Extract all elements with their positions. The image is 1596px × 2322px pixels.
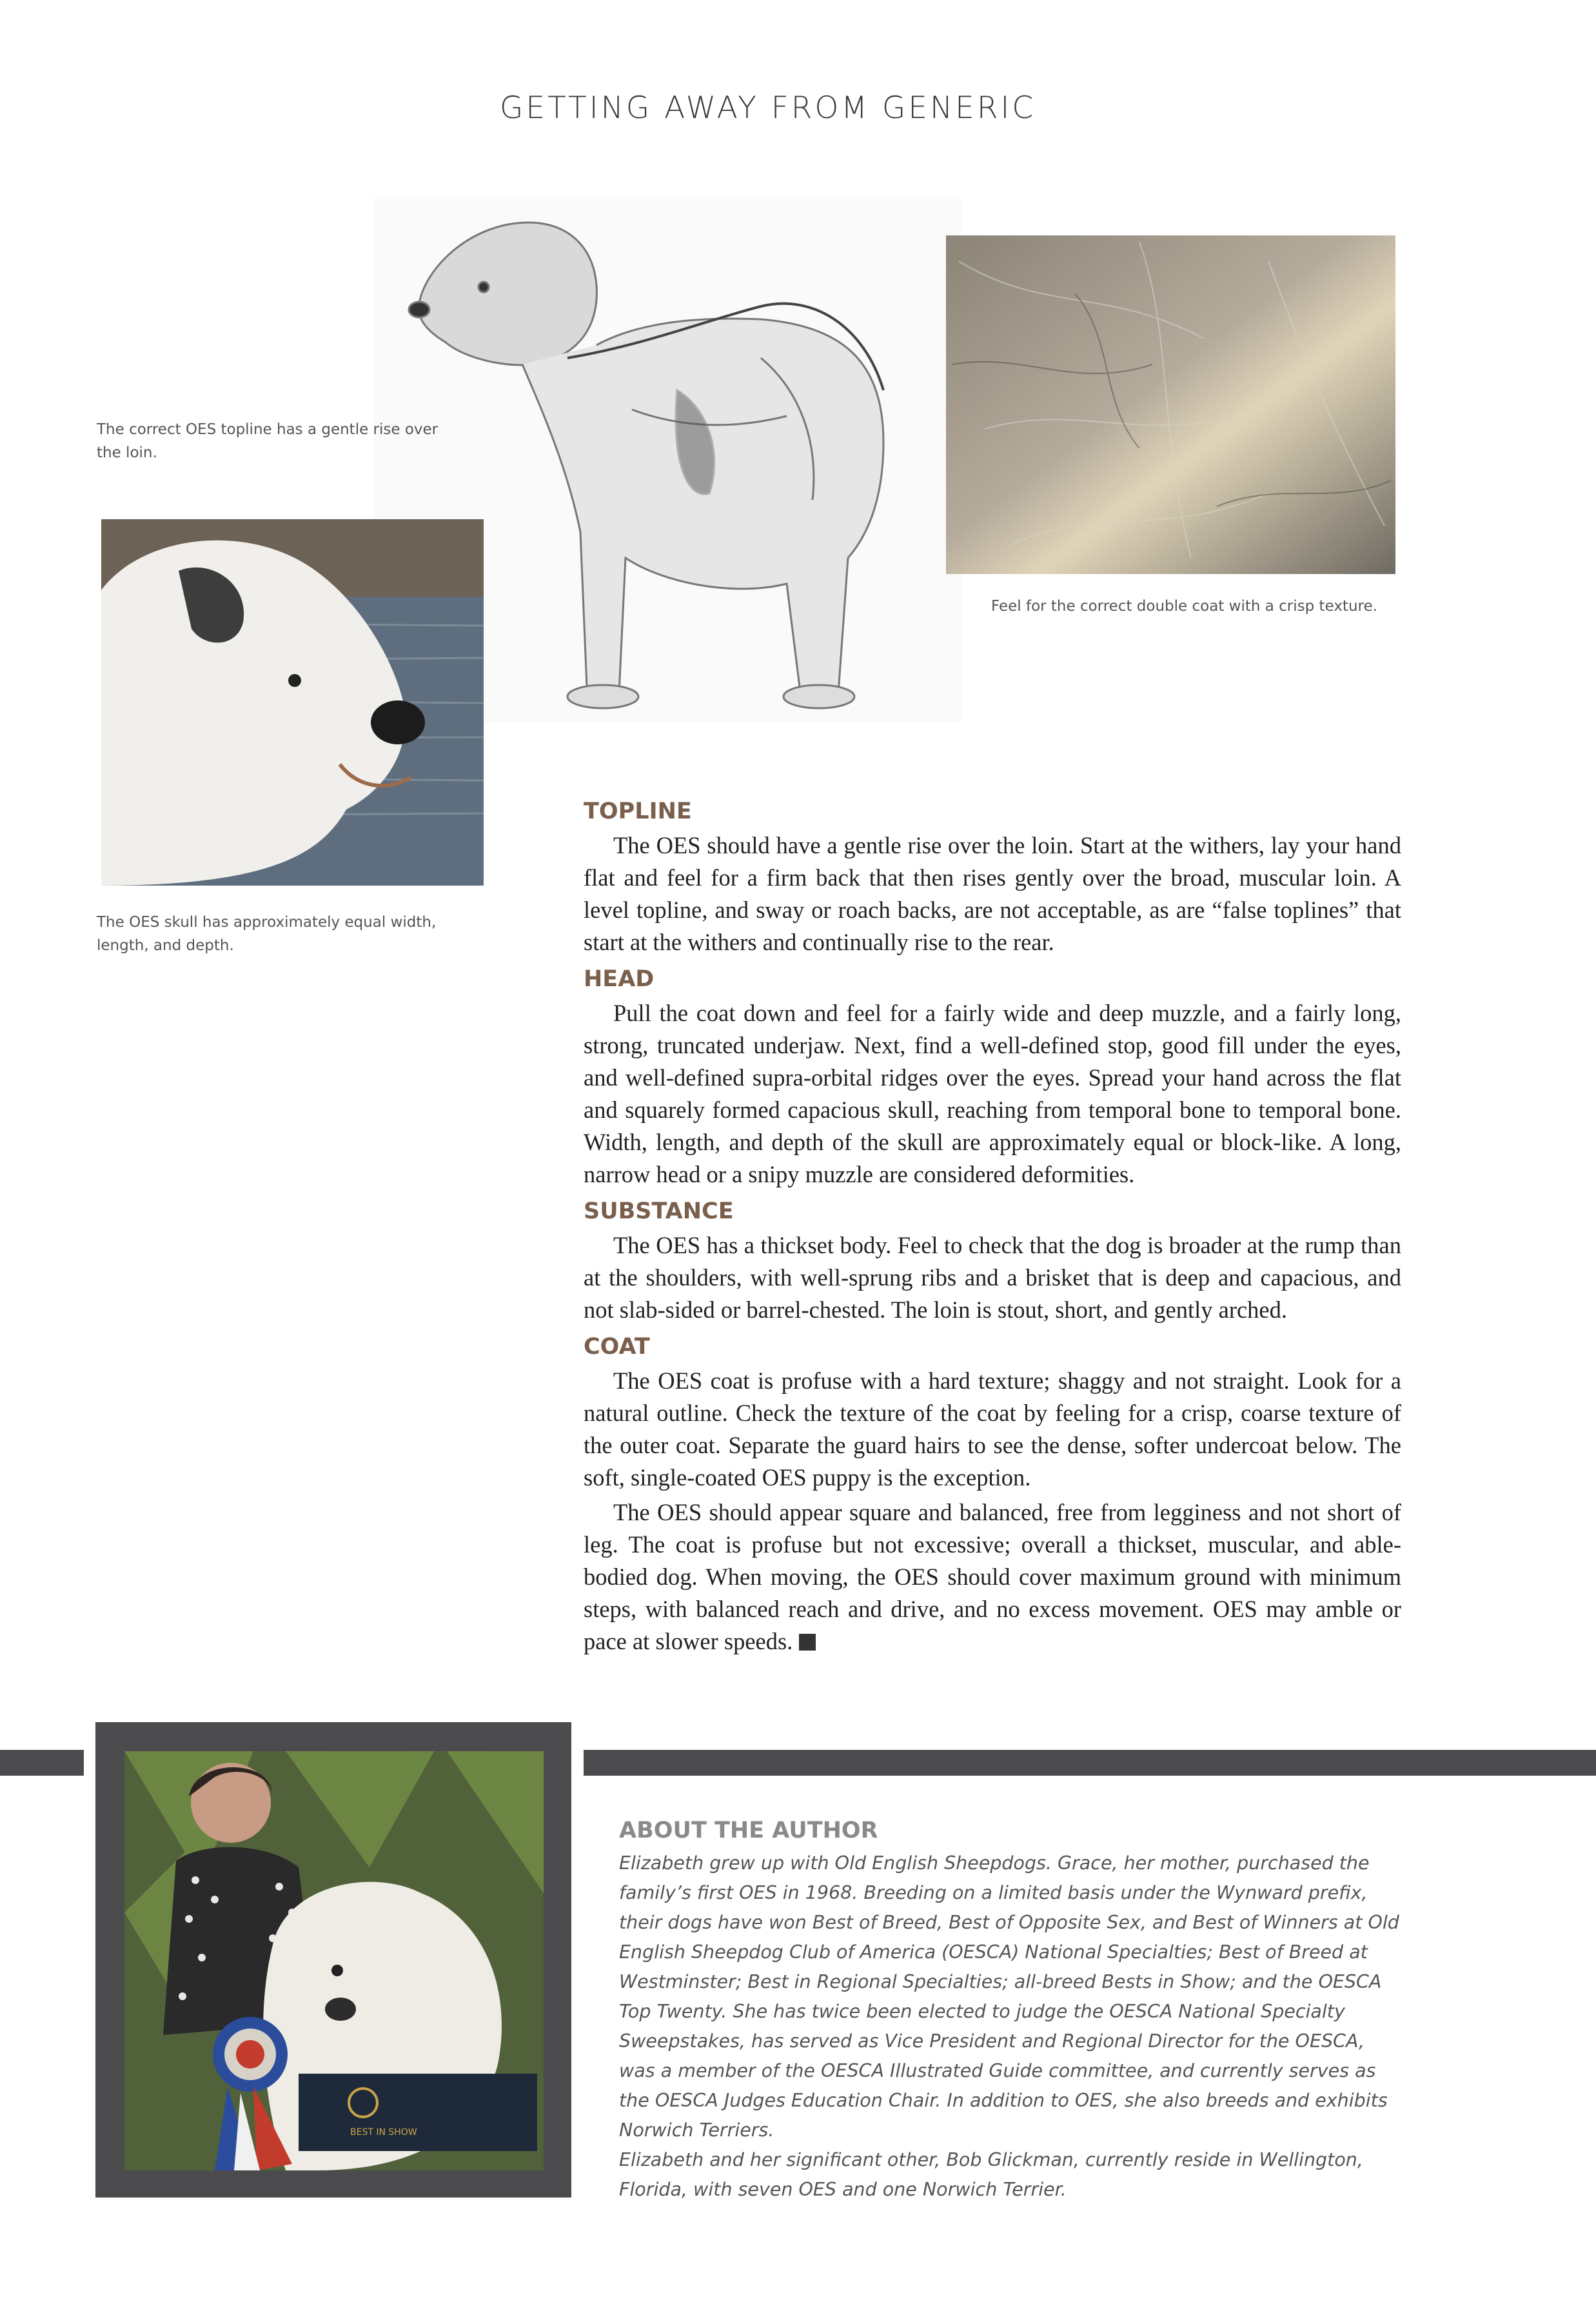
author-paragraph-2: Elizabeth and her significant other, Bob Glickman, currently reside in Wellington, Florida, with seven OES and one Norwich Terrier. xyxy=(619,2149,1363,2200)
paragraph-coat-2-text: The OES should appear square and balanced, free from legginess and not short of leg. The coat is profuse but not excessive; overall a thickset, muscular, and able-bodied dog. When moving, the OES should cover maximum ground with minimum steps, with balanced reach and drive, and no excess movement. OES may amble or pace at slower speeds. xyxy=(584,1499,1401,1654)
right-band xyxy=(584,1750,1596,1776)
section-heading-head: HEAD xyxy=(584,966,655,992)
author-paragraph-1: Elizabeth grew up with Old English Sheepdogs. Grace, her mother, purchased the family’s first OES in 1968. Breeding on a limited basis under the Wynward prefix, their dogs have won Best of Breed, Best of Opposite Sex, and Best of Winners at Old English Sheepdog Club of America (OESCA) National Specialties; Best of Breed at Westminster; Best in Regional Specialties; all-breed Bests in Show; and the OESCA Top Twenty. She has twice been elected to judge the OESCA National Specialty Sweepstakes, has served as Vice President and Regional Director for the OESCA, was a member of the OESCA Illustrated Guide committee, and currently serves as the OESCA Judges Education Chair. In addition to OES, she also breeds and exhibits Norwich Terriers. xyxy=(619,1852,1399,2141)
paragraph-coat-2 xyxy=(584,1496,1401,1658)
paragraph-substance: The OES has a thickset body. Feel to check that the dog is broader at the rump than at the shoulders, with well-sprung ribs and a brisket that is deep and capacious, and not slab-sided or barrel-chested. The loin is stout, short, and gently arched. xyxy=(584,1232,1401,1323)
section-heading-topline: TOPLINE xyxy=(584,799,692,824)
end-mark-icon xyxy=(799,1634,816,1651)
skull-caption: The OES skull has approximately equal width, length, and depth. xyxy=(97,914,437,954)
author-photo xyxy=(124,1751,544,2170)
author-heading: ABOUT THE AUTHOR xyxy=(619,1818,878,1843)
paragraph-head: Pull the coat down and feel for a fairly wide and deep muzzle, and a fairly long, strong, truncated underjaw. Next, find a well-defined stop, good fill under the eyes, and well-defined supra-orbital ridges over the eyes. Spread your hand across the flat and squarely formed capacious skull, reaching from temporal bone to temporal bone. Width, length, and depth of the skull are approximately equal or block-like. A long, narrow head or a snipy muzzle are considered deformities. xyxy=(584,1000,1401,1187)
section-heading-coat: COAT xyxy=(584,1334,650,1360)
coat-texture-photo xyxy=(946,235,1395,574)
paragraph-topline: The OES should have a gentle rise over the loin. Start at the withers, lay your hand flat and feel for a firm back that then rises gently over the broad, muscular loin. A level topline, and sway or roach backs, are not acceptable, as are “false toplines” that start at the withers and continually rise to the rear. xyxy=(584,832,1401,955)
oes-skull-photo xyxy=(101,519,484,886)
left-band xyxy=(0,1750,84,1776)
coat-caption: Feel for the correct double coat with a crisp texture. xyxy=(991,598,1377,615)
chair-sign-text: BEST IN SHOW xyxy=(350,2127,417,2138)
article-body xyxy=(584,793,1401,1660)
topline-caption: The correct OES topline has a gentle rise over the loin. xyxy=(97,421,438,461)
author-photo-frame xyxy=(95,1722,571,2198)
about-the-author xyxy=(619,1814,1403,2205)
paragraph-coat-1: The OES coat is profuse with a hard texture; shaggy and not straight. Look for a natural outline. Check the texture of the coat by feeling for a crisp, coarse texture of the outer coat. Separate the guard hairs to see the dense, softer undercoat below. The soft, single-coated OES puppy is the exception. xyxy=(584,1367,1401,1491)
page-title: GETTING AWAY FROM GENERIC xyxy=(500,90,1036,126)
section-heading-substance: SUBSTANCE xyxy=(584,1198,734,1224)
